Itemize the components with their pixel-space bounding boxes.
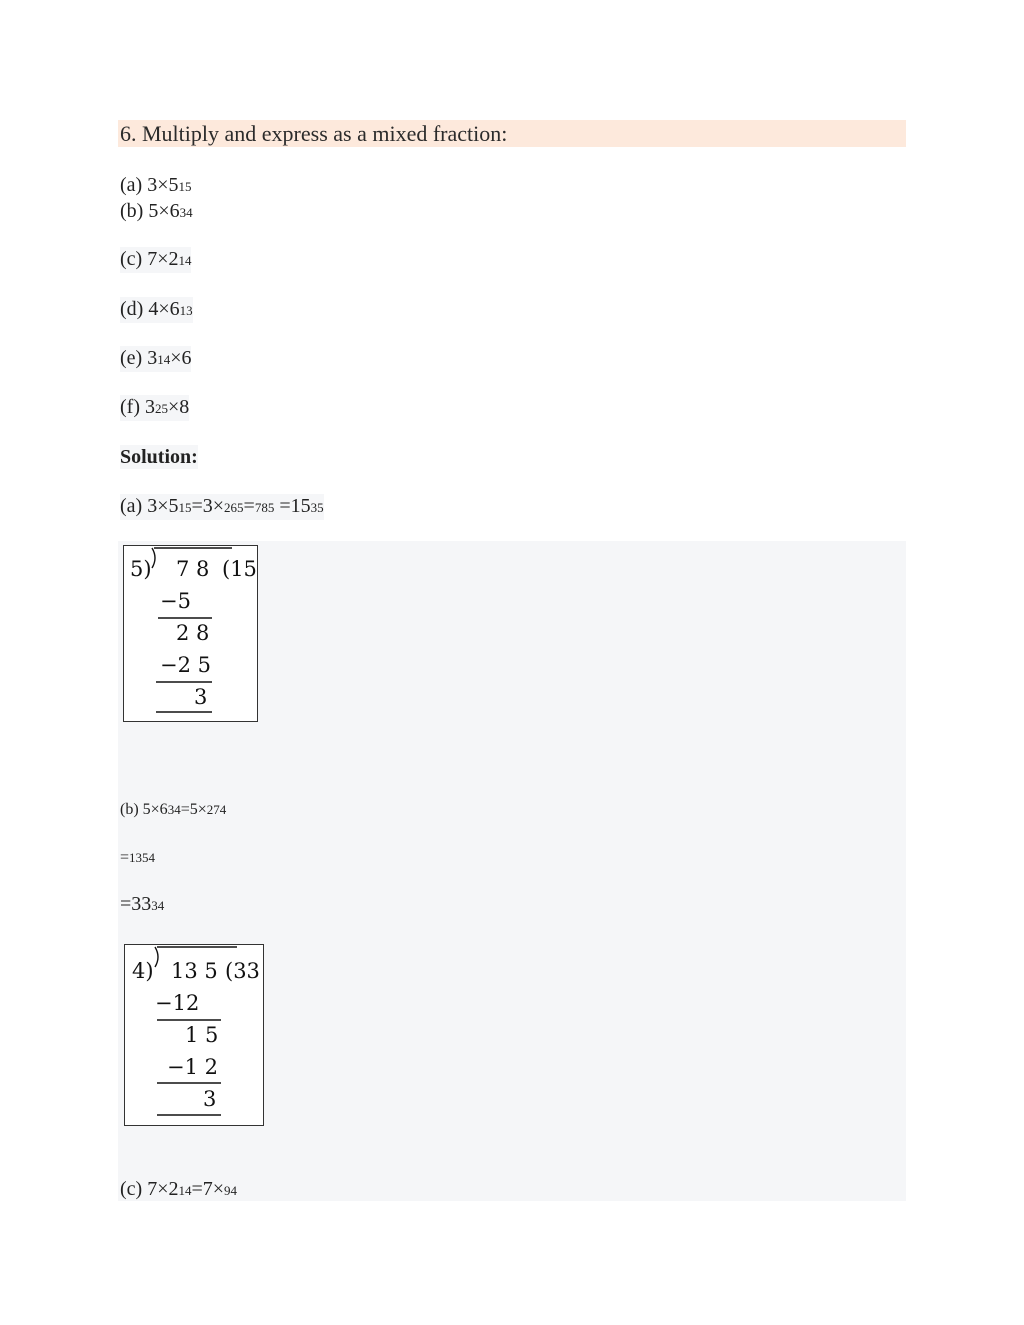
division-a-dividend: 7 8 — [176, 557, 210, 581]
division-b-divisor: 4) — [132, 959, 154, 983]
division-a-step3: −2 5 — [160, 653, 211, 677]
division-a-remainder: 3 — [194, 685, 208, 709]
division-a-quotient: (15 — [222, 557, 257, 581]
solution-a: (a) 3×515=3×265=785 =1535 — [120, 494, 324, 520]
division-a-step1: −5 — [160, 589, 191, 613]
division-a-divisor: 5) — [130, 557, 152, 581]
long-division-b — [124, 944, 264, 1126]
division-b-step2: 1 5 — [185, 1023, 219, 1047]
question-item-d: (d) 4×613 — [120, 297, 193, 323]
long-division-a — [123, 545, 258, 722]
division-b-dividend: 13 5 — [171, 959, 218, 983]
question-item-a: (a) 3×515 — [120, 174, 192, 196]
solution-label: Solution: — [120, 446, 198, 468]
division-b-quotient: (33 — [225, 959, 260, 983]
question-item-e: (e) 314×6 — [120, 346, 191, 372]
question-item-f: (f) 325×8 — [120, 395, 189, 421]
solution-b-line3: =3334 — [120, 893, 165, 915]
question-item-c: (c) 7×214 — [120, 247, 191, 273]
division-b-remainder: 3 — [203, 1087, 217, 1111]
division-a-step2: 2 8 — [176, 621, 210, 645]
solution-c: (c) 7×214=7×94 — [120, 1178, 238, 1200]
question-item-b: (b) 5×634 — [120, 200, 193, 222]
solution-b-line2: =1354 — [120, 849, 156, 866]
division-b-step1: −12 — [155, 991, 200, 1015]
solution-b-line1: (b) 5×634=5×274 — [120, 801, 227, 818]
division-b-step3: −1 2 — [167, 1055, 218, 1079]
question-title: 6. Multiply and express as a mixed fraction: — [118, 120, 906, 147]
